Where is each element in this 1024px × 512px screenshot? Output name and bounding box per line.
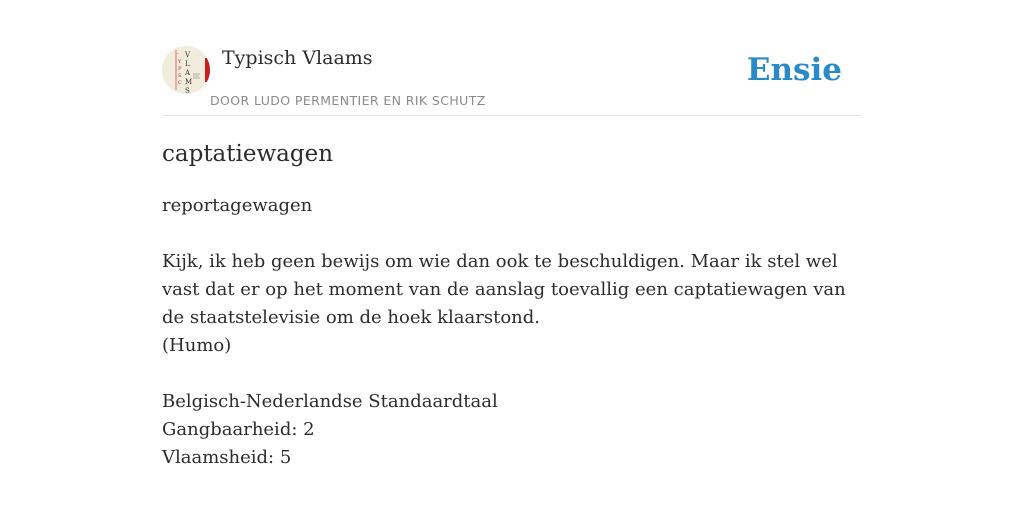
svg-text:L: L: [185, 60, 190, 68]
page-header: [162, 0, 862, 116]
entry-example: [162, 248, 862, 360]
svg-text:M: M: [185, 78, 193, 86]
svg-text:V: V: [185, 51, 191, 59]
svg-text:·: ·: [177, 51, 179, 58]
entry-term: captatiewagen: [162, 141, 334, 167]
svg-text:Y: Y: [178, 59, 182, 65]
entry-language: Belgisch-Nederlandse Standaardtaal: [162, 391, 498, 412]
svg-text:P: P: [178, 66, 182, 72]
book-cover-avatar[interactable]: [162, 46, 210, 94]
book-authors: DOOR LUDO PERMENTIER EN RIK SCHUTZ: [210, 93, 486, 108]
entry-flemishness: Vlaamsheid: 5: [162, 447, 292, 468]
svg-text:S: S: [178, 73, 182, 79]
svg-text:A: A: [185, 69, 191, 77]
entry-content: [162, 138, 862, 472]
book-title[interactable]: Typisch Vlaams: [222, 47, 373, 69]
ensie-logo-link[interactable]: Ensie: [746, 52, 842, 88]
entry-definition: reportagewagen: [162, 195, 313, 216]
entry-meta: [162, 388, 862, 472]
book-cover-icon: [162, 46, 210, 94]
entry-commonness: Gangbaarheid: 2: [162, 419, 315, 440]
example-source: (Humo): [162, 335, 232, 356]
svg-text:S: S: [185, 87, 190, 94]
svg-text:C: C: [178, 80, 182, 86]
example-text: Kijk, ik heb geen bewijs om wie dan ook te beschuldigen. Maar ik stel wel vast dat er op het moment van de aanslag toevallig een captatiewagen van de staatstelevisie om de hoek klaarstond.: [162, 251, 846, 328]
